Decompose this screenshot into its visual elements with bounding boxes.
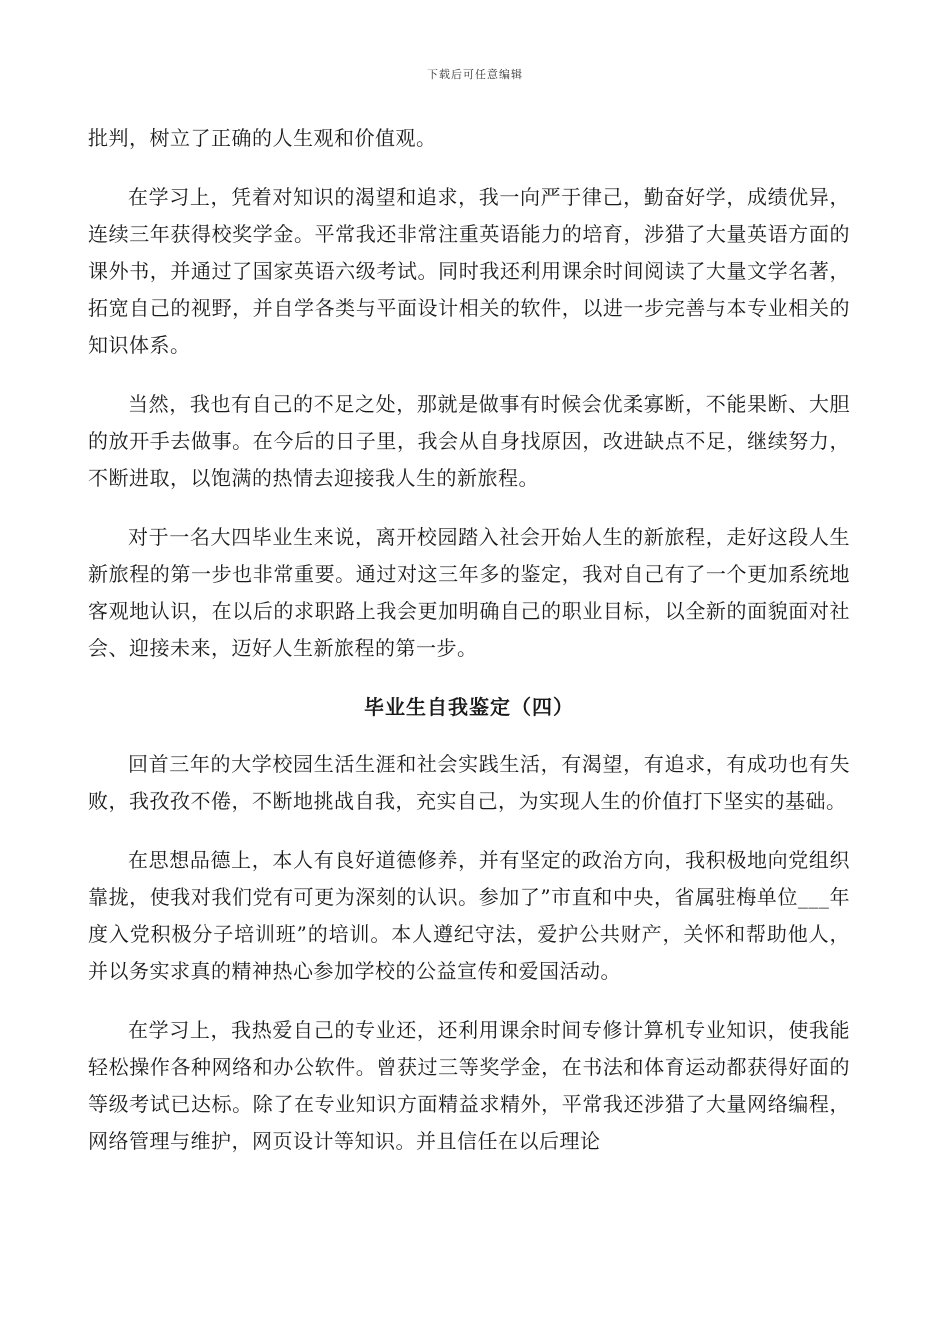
document-body <box>88 120 850 1182</box>
paragraph-review: 回首三年的大学校园生活生涯和社会实践生活，有渴望，有追求，有成功也有失败，我孜孜不倦，不断地挑战自我，充实自己，为实现人生的价值打下坚实的基础。 <box>88 752 850 813</box>
page-header: 下载后可任意编辑 <box>427 68 523 81</box>
section-title: 毕业生自我鉴定（四） <box>364 695 574 719</box>
paragraph-morality: 在思想品德上，本人有良好道德修养，并有坚定的政治方向，我积极地向党组织靠拢，使我对我们党有可更为深刻的认识。参加了”市直和中央，省属驻梅单位___年度入党积极分子培训班”的培训。本人遵纪守法，爱护公共财产，关怀和帮助他人，并以务实求真的精神热心参加学校的公益宣传和爱国活动。 <box>88 848 850 983</box>
paragraph-conclusion: 对于一名大四毕业生来说，离开校园踏入社会开始人生的新旅程，走好这段人生新旅程的第一步也非常重要。通过对这三年多的鉴定，我对自己有了一个更加系统地客观地认识，在以后的求职路上我会更加明确自己的职业目标，以全新的面貌面对社会、迎接未来，迈好人生新旅程的第一步。 <box>88 525 850 660</box>
paragraph-continuation: 批判，树立了正确的人生观和价值观。 <box>88 126 437 150</box>
paragraph-learning: 在学习上，我热爱自己的专业还，还利用课余时间专修计算机专业知识，使我能轻松操作各种网络和办公软件。曾获过三等奖学金，在书法和体育运动都获得好面的等级考试已达标。除了在专业知识方面精益求精外，平常我还涉猎了大量网络编程，网络管理与维护，网页设计等知识。并且信任在以后理论 <box>88 1018 850 1153</box>
paragraph-study: 在学习上，凭着对知识的渴望和追求，我一向严于律己，勤奋好学，成绩优异，连续三年获得校奖学金。平常我还非常注重英语能力的培育，涉猎了大量英语方面的课外书，并通过了国家英语六级考试。同时我还利用课余时间阅读了大量文学名著，拓宽自己的视野，并自学各类与平面设计相关的软件，以进一步完善与本专业相关的知识体系。 <box>88 185 850 357</box>
paragraph-shortcomings: 当然，我也有自己的不足之处，那就是做事有时候会优柔寡断，不能果断、大胆的放开手去做事。在今后的日子里，我会从自身找原因，改进缺点不足，继续努力，不断进取，以饱满的热情去迎接我人生的新旅程。 <box>88 392 850 490</box>
